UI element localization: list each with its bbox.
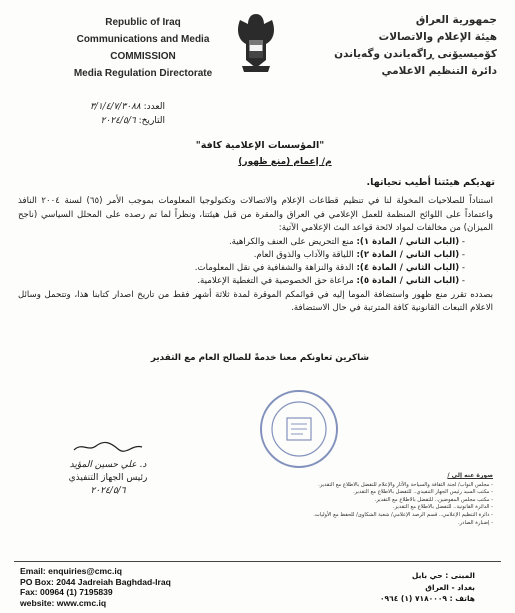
header-en-directorate: Media Regulation Directorate: [73, 68, 213, 79]
header-en-country: Republic of Iraq: [105, 17, 181, 28]
footer-fax: Fax: 00964 (1) 7195839: [20, 587, 113, 598]
letter-subject: م/ إعمام (منع ظهور): [238, 157, 332, 167]
violation-chapter: (الباب الثاني / المادة ٥):: [356, 276, 460, 287]
signature-date: ٢٠٢٤/٥/٦: [90, 486, 126, 496]
violation-chapter: (الباب الثاني / المادة ٤):: [356, 263, 460, 274]
footer-email: Email: enquiries@cmc.iq: [20, 566, 122, 576]
footer-ar-phone: هاتف : ٧١٨٠٠٠٩ (١) ٠٩٦٤: [379, 594, 475, 603]
signatory-role: رئيس الجهاز التنفيذي: [68, 473, 148, 483]
footer-website: website: www.cmc.iq: [20, 597, 107, 608]
copy-to-title: صورة عنه إلى /: [447, 472, 493, 479]
violation-text: الدقة والنزاهة والشفافية في نقل المعلومات.: [194, 263, 357, 274]
signature-block: [48, 440, 168, 498]
header-ar-country: جمهورية العراق: [415, 14, 497, 26]
violation-chapter: (الباب الثاني / المادة ١):: [356, 236, 460, 247]
footer-ar-city: بغداد - العراق: [425, 582, 475, 592]
iraq-emblem-icon: [228, 10, 284, 76]
body-paragraph-1: استناداً للصلاحيات المخولة لنا في تنظيم قطاعات الإعلام والاتصالات وتكنولوجيا المعلومات بموجب الأمر (٦٥) لسنة ٢٠٠٤ النافذ واعتماداً على اللوائح المنظمة للعمل الإعلامي في العراق والمقرة من قبل هيئتنا، ونظراً لما تم رصده على المحلل السياسي (ناجح الميزان) من مخالفات لمواد لائحة قواعد البث الإعلامي الآتية:: [18, 196, 493, 234]
violation-text: مراعاة حق الخصوصية في التغطية الإعلامية.: [197, 276, 357, 287]
signature-scribble-icon: [68, 440, 148, 454]
violation-chapter: (الباب الثاني / المادة ٢):: [356, 249, 460, 260]
header-ar-commission: هيئة الإعلام والاتصالات: [378, 31, 497, 43]
reference-date-label: التاريخ:: [138, 116, 165, 126]
reference-date: [45, 114, 165, 128]
violation-item: [18, 262, 465, 275]
reference-number: [45, 100, 165, 114]
official-stamp-icon: [258, 388, 340, 470]
footer-contact-arabic: [380, 570, 475, 605]
reference-number-label: العدد:: [143, 102, 165, 112]
letter-reference: [45, 100, 165, 128]
addressee-title: "المؤسسات الإعلامية كافة": [195, 140, 325, 151]
copy-to-item: - الدائرة القانونية.. للتفضل بالاطلاع مع التقدير.: [243, 504, 493, 512]
footer-contact-english: [20, 566, 171, 608]
copy-to-item: - مكتب مجلس المفوضين.. للتفضل بالاطلاع مع التقدير.: [243, 497, 493, 505]
copy-to-list: [243, 472, 493, 527]
copy-to-item: - مجلس النواب/ لجنة الثقافة والسياحة والآثار والإعلام للتفضل بالاطلاع مع التقدير.: [243, 482, 493, 490]
letter-body: [18, 195, 493, 316]
signatory-name: د. علي حسين المؤيد: [69, 460, 147, 470]
header-ar-directorate: دائرة التنظيم الاعلامي: [381, 65, 497, 77]
copy-to-item: - مكتب السيد رئيس الجهاز التنفيذي.. للتفضل بالاطلاع مع التقدير.: [243, 489, 493, 497]
header-ar-kurdish: كۆمیسیۆنی ڕاگەیاندن وگەیاندن: [334, 48, 497, 60]
footer-pobox: PO Box: 2044 Jadreiah Baghdad-Iraq: [20, 576, 171, 587]
header-english: [58, 14, 228, 82]
closing-line: شاكرين تعاونكم معنا خدمةً للصالح العام مع التقدير: [150, 353, 370, 363]
copy-to-item: - دائرة التنظيم الإعلامي.. قسم الرصد الإعلامي/ شعبة الشكاوى/ للحفظ مع الأوليات.: [243, 512, 493, 520]
header-en-commission-line: Communications and Media: [76, 34, 210, 45]
footer-ar-building: المبنى : حي بابل: [411, 571, 475, 580]
header-en-commission: COMMISSION: [110, 51, 176, 62]
body-paragraph-2: بصدده تقرر منع ظهور واستضافة الموما إليه في قوائمكم الموقرة لمدة ثلاثة أشهر فقط من تاريخ اصدار كتابنا هذا، وتتحمل وسائل الاعلام التبعات القانونية كافة المترتبة في حال الاستضافة.: [18, 289, 493, 314]
header-arabic: [297, 12, 497, 80]
greeting: تهديكم هيئتنا أطيب تحياتها.: [366, 177, 495, 188]
violation-item: [18, 249, 465, 262]
violation-text: منع التحريض على العنف والكراهية.: [228, 236, 357, 247]
violation-text: اللياقة والآداب والذوق العام.: [253, 249, 357, 260]
violation-item: [18, 236, 465, 249]
reference-number-value: ٣/١/٤/٧/٣٠٨٨: [89, 102, 141, 112]
violations-list: [18, 236, 493, 289]
violation-item: [18, 275, 465, 288]
copy-to-item: - إضبارة الصادر.: [243, 520, 493, 528]
footer-divider: [14, 561, 501, 562]
reference-date-value: ٢٠٢٤/٥/٦: [100, 116, 136, 126]
